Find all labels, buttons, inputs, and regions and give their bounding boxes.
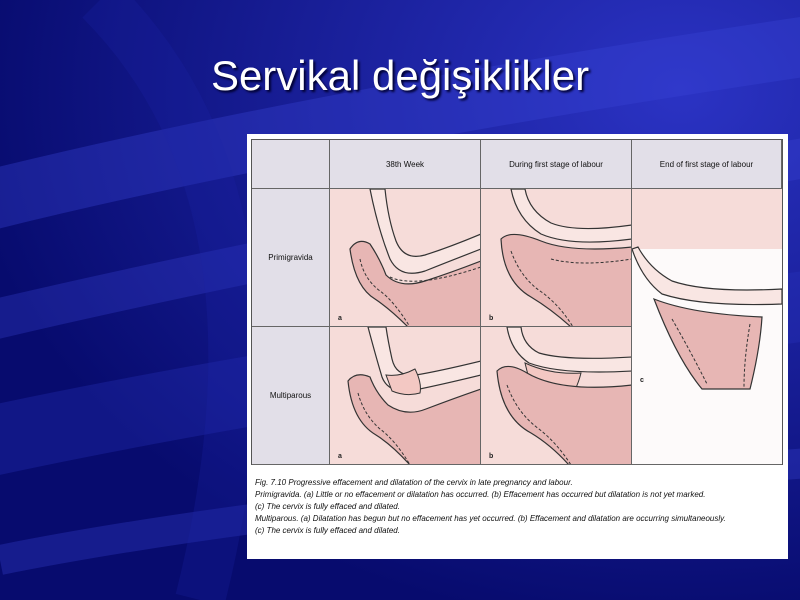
figure-caption [255,477,783,537]
panel-primigravida-a [330,189,481,327]
header-end-first-stage: End of first stage of labour [632,140,782,189]
caption-line-5: (c) The cervix is fully effaced and dilated. [255,526,400,535]
panel-primigravida-b [481,189,632,327]
panel-letter-a: a [338,315,342,322]
panel-end-first-stage-c [632,189,782,465]
panel-letter-b: b [489,315,494,322]
panel-multiparous-b [481,327,632,465]
caption-line-2: Primigravida. (a) Little or no effacement or dilatation has occurred. (b) Effacement has occurred but dilatation is not yet marked. [255,490,706,499]
row-label-multiparous: Multiparous [252,327,330,465]
cervix-figure [247,134,788,559]
header-38th-week: 38th Week [330,140,481,189]
header-first-stage: During first stage of labour [481,140,632,189]
caption-line-4: Multiparous. (a) Dilatation has begun but no effacement has yet occurred. (b) Effacement and dilatation are occurring simultaneously. [255,514,726,523]
panel-letter-c: c [640,377,644,384]
row-label-primigravida: Primigravida [252,189,330,327]
panel-multiparous-a [330,327,481,465]
slide-title: Servikal değişiklikler [210,52,590,99]
panel-letter-b-multiparous: b [489,453,494,460]
corner-cell [252,140,330,189]
panel-letter-a-multiparous: a [338,453,342,460]
caption-line-1: Fig. 7.10 Progressive effacement and dilatation of the cervix in late pregnancy and labour. [255,478,573,487]
caption-line-3: (c) The cervix is fully effaced and dilated. [255,502,400,511]
figure-grid [251,139,783,465]
